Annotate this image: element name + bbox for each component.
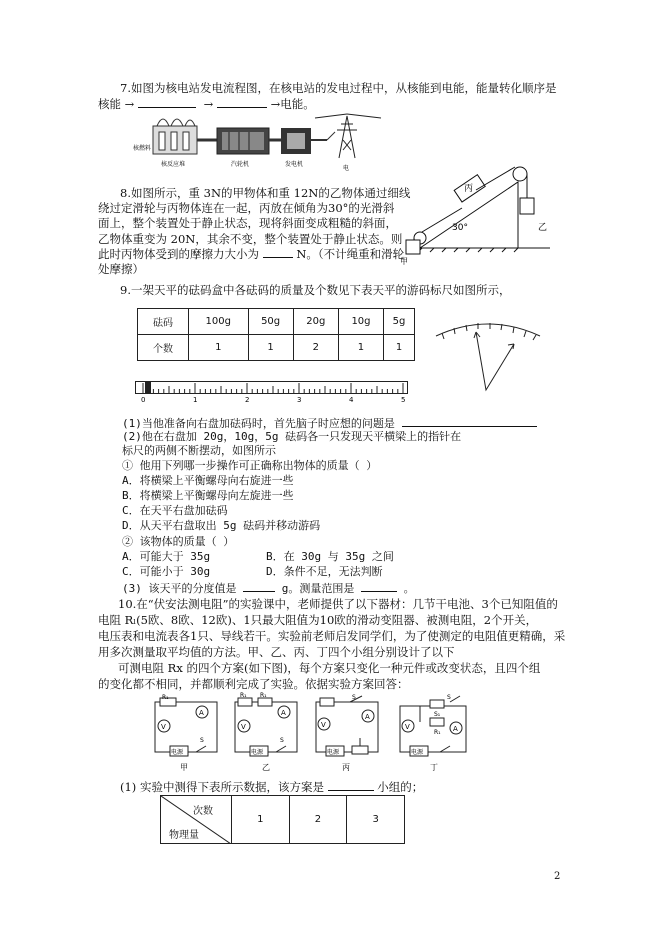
switch-label: S: [200, 737, 204, 744]
generator-icon: [281, 128, 311, 154]
ruler-label: 2: [245, 396, 250, 403]
table-row: [138, 309, 415, 335]
electricity-label: 电: [343, 165, 350, 172]
weights-header-cell: 100g: [189, 309, 249, 335]
q7-line2: [98, 97, 315, 111]
pointer-scale-figure: [428, 318, 548, 398]
reactor-icon: [153, 119, 197, 154]
q9-sub1: [122, 416, 537, 431]
q10-sub1-tail: 小组的；: [377, 780, 424, 794]
q10-line4: 用多次测量取平均值的方法。甲、乙、丙、丁四个小组分别设计了以下: [98, 645, 455, 659]
switch-label: S: [447, 694, 451, 701]
q9-option: C．在天平右盘加砝码: [122, 504, 228, 517]
table-row: [161, 796, 405, 844]
ruler-label: 1: [193, 396, 198, 403]
label-yi: 乙: [538, 223, 548, 233]
q8-line1: 8.如图所示，重 3N的甲物体和重 12N的乙物体通过细线: [120, 186, 411, 200]
power-label: 电源: [327, 749, 340, 756]
label-bing: 丙: [464, 184, 474, 194]
q7-arrow-2: →: [203, 97, 214, 111]
power-label: 电源: [171, 749, 184, 756]
weights-count-cell: 1: [384, 335, 415, 361]
q9-option: A．可能大于 35g: [122, 550, 211, 563]
page-number: 2: [554, 871, 561, 882]
circuit-svg: [150, 692, 480, 772]
q7-prefix: 核能 →: [98, 97, 135, 111]
q7-blank-2: [217, 97, 267, 108]
weights-header-cell: 10g: [338, 309, 383, 335]
q9-option: D．条件不足，无法判断: [266, 565, 383, 578]
q8-line3: 面上，整个装置处于静止状态，现将斜面变成粗糙的斜面，: [98, 216, 397, 230]
q10-line5: 可测电阻 Rx 的四个方案(如下图)，每个方案只变化一种元件或改变状态，且四个组: [118, 661, 541, 675]
label-jia: 甲: [400, 257, 408, 266]
q9-option: A．将横梁上平衡螺母向右旋进一些: [122, 474, 294, 487]
q9-intro: 9.一架天平的砝码盒中各砝码的质量及个数见下表天平的游码标尺如图所示，: [120, 283, 511, 297]
q9-sub3: [122, 581, 415, 596]
q7-line1: 7.如图为核电站发电流程图，在核电站的发电过程中，从核能到电能，能量转化顺序是: [120, 81, 557, 95]
r1-label: R₁: [260, 692, 267, 699]
weights-count-cell: 1: [189, 335, 249, 361]
q9-option: C．可能小于 30g: [122, 565, 211, 578]
turbine-label: 汽轮机: [231, 161, 250, 168]
ammeter-icon: A: [199, 709, 204, 717]
weights-count-label: 个数: [138, 335, 189, 361]
q10-sub1-text: (1) 实验中测得下表所示数据，该方案是: [120, 780, 324, 794]
block-yi: [520, 198, 534, 214]
block-jia: [406, 240, 420, 254]
q9-sub3-end: 。: [403, 582, 415, 595]
weights-table: [137, 308, 415, 361]
power-label: 电源: [251, 749, 264, 756]
ruler-label: 3: [297, 396, 302, 403]
weights-count-cell: 1: [338, 335, 383, 361]
diag-bottom-label: 物理量: [169, 830, 199, 841]
q8-line5-tail: N。（不计绳重和滑轮: [296, 247, 405, 261]
voltmeter-icon: V: [321, 721, 326, 729]
q9-sub1-text: (1)当他准备向右盘加砝码时，首先脑子时应想的问题是: [122, 417, 395, 430]
q9-sub2b: 标尺的两侧不断摆动，如图所示: [122, 444, 276, 457]
q7-flow-figure: [125, 110, 385, 180]
q10-line3: 电压表和电流表各1只、导线若干。实验前老师启发同学们，为了使测定的电阻值更精确，采: [98, 629, 566, 643]
switch-label: S₁: [434, 711, 441, 718]
q8-line6: 处摩擦）: [98, 262, 144, 276]
label-angle: 30°: [452, 223, 468, 233]
table-row: [138, 335, 415, 361]
table-col-header: 1: [232, 796, 290, 844]
weights-count-cell: 1: [248, 335, 293, 361]
q10-sub1-blank: [328, 780, 374, 791]
ruler-label: 5: [401, 396, 406, 403]
table-col-header: 3: [347, 796, 405, 844]
measurement-table: [160, 795, 405, 844]
voltmeter-icon: V: [405, 723, 410, 731]
circuit-label: 丁: [430, 763, 438, 772]
q10-line2: 电阻 Rₗ(5欧、8欧、12欧)、1只最大阻值为10欧的滑动变阻器、被测电阻，2个开关，: [98, 613, 538, 627]
circuit-label: 甲: [180, 763, 188, 772]
table-col-header: 2: [289, 796, 347, 844]
pulley-top-icon: [513, 167, 527, 181]
q7-blank-1: [138, 97, 196, 108]
q9-sub1-blank: [402, 416, 537, 427]
q9-question-b: ② 该物体的质量（ ）: [122, 535, 235, 548]
q9-sub3-mid: g。测量范围是: [281, 582, 355, 595]
diag-top-label: 次数: [193, 806, 213, 817]
weights-header-cell: 20g: [293, 309, 338, 335]
r1-label: R₁: [434, 729, 441, 736]
q9-option: B．将横梁上平衡螺母向左旋进一些: [122, 489, 294, 502]
ruler-label: 4: [349, 396, 354, 403]
q9-sub3-blank-1: [243, 581, 275, 592]
voltmeter-icon: V: [241, 723, 246, 731]
r1-label: R₁: [162, 694, 169, 701]
circuit-label: 乙: [262, 763, 270, 772]
q9-option: B．在 30g 与 35g 之间: [266, 550, 394, 563]
r1-label: R₁: [240, 692, 247, 699]
switch-label: S: [280, 737, 284, 744]
q9-sub2a: (2)他在右盘加 20g，10g，5g 砝码各一只发现天平横梁上的指针在: [122, 430, 462, 443]
q9-question-a: ① 他用下列哪一步操作可正确称出物体的质量（ ）: [122, 459, 378, 472]
q9-option: D．从天平右盘取出 5g 砝码并移动游码: [122, 519, 321, 532]
ammeter-icon: A: [281, 709, 286, 717]
power-tower-icon: [315, 114, 381, 158]
power-label: 电源: [411, 749, 424, 756]
q9-sub3-blank-2: [361, 581, 397, 592]
switch-label: S: [352, 694, 356, 701]
q8-line4: 乙物体重变为 20N，其余不变，整个装置处于静止状态。则: [98, 232, 403, 246]
fuel-label: 核燃料: [133, 145, 152, 152]
diagonal-header-cell: [161, 796, 232, 844]
ruler-label: 0: [141, 396, 146, 403]
weights-header-cell: 砝码: [138, 309, 189, 335]
q8-blank: [263, 247, 293, 258]
q10-line6: 的变化都不相同，并都顺利完成了实验。依据实验方案回答：: [98, 677, 409, 691]
q8-line5-text: 此时丙物体受到的摩擦力大小为: [98, 247, 259, 261]
ammeter-icon: A: [453, 725, 458, 733]
weights-header-cell: 50g: [248, 309, 293, 335]
circuit-diagrams: [150, 692, 480, 772]
voltmeter-icon: V: [161, 723, 166, 731]
turbine-icon: [217, 128, 269, 154]
weights-header-cell: 5g: [384, 309, 415, 335]
q10-sub1: [120, 780, 423, 794]
q10-line1: 10.在“伏安法测电阻”的实验课中，老师提供了以下器材：几节干电池、3个已知阻值的: [118, 597, 558, 611]
q8-line5: [98, 247, 404, 261]
q8-line2: 绕过定滑轮与丙物体连在一起，丙放在倾角为30°的光滑斜: [98, 201, 395, 215]
generator-label: 发电机: [285, 161, 304, 168]
rider-ruler: [135, 381, 411, 403]
reactor-label: 核反应堆: [161, 161, 186, 168]
q9-sub3-text: (3) 该天平的分度值是: [122, 582, 237, 595]
q8-incline-figure: [400, 160, 565, 270]
circuit-label: 丙: [342, 763, 350, 772]
q7-arrow-3: →电能。: [270, 97, 315, 111]
ammeter-icon: A: [365, 713, 370, 721]
weights-count-cell: 2: [293, 335, 338, 361]
